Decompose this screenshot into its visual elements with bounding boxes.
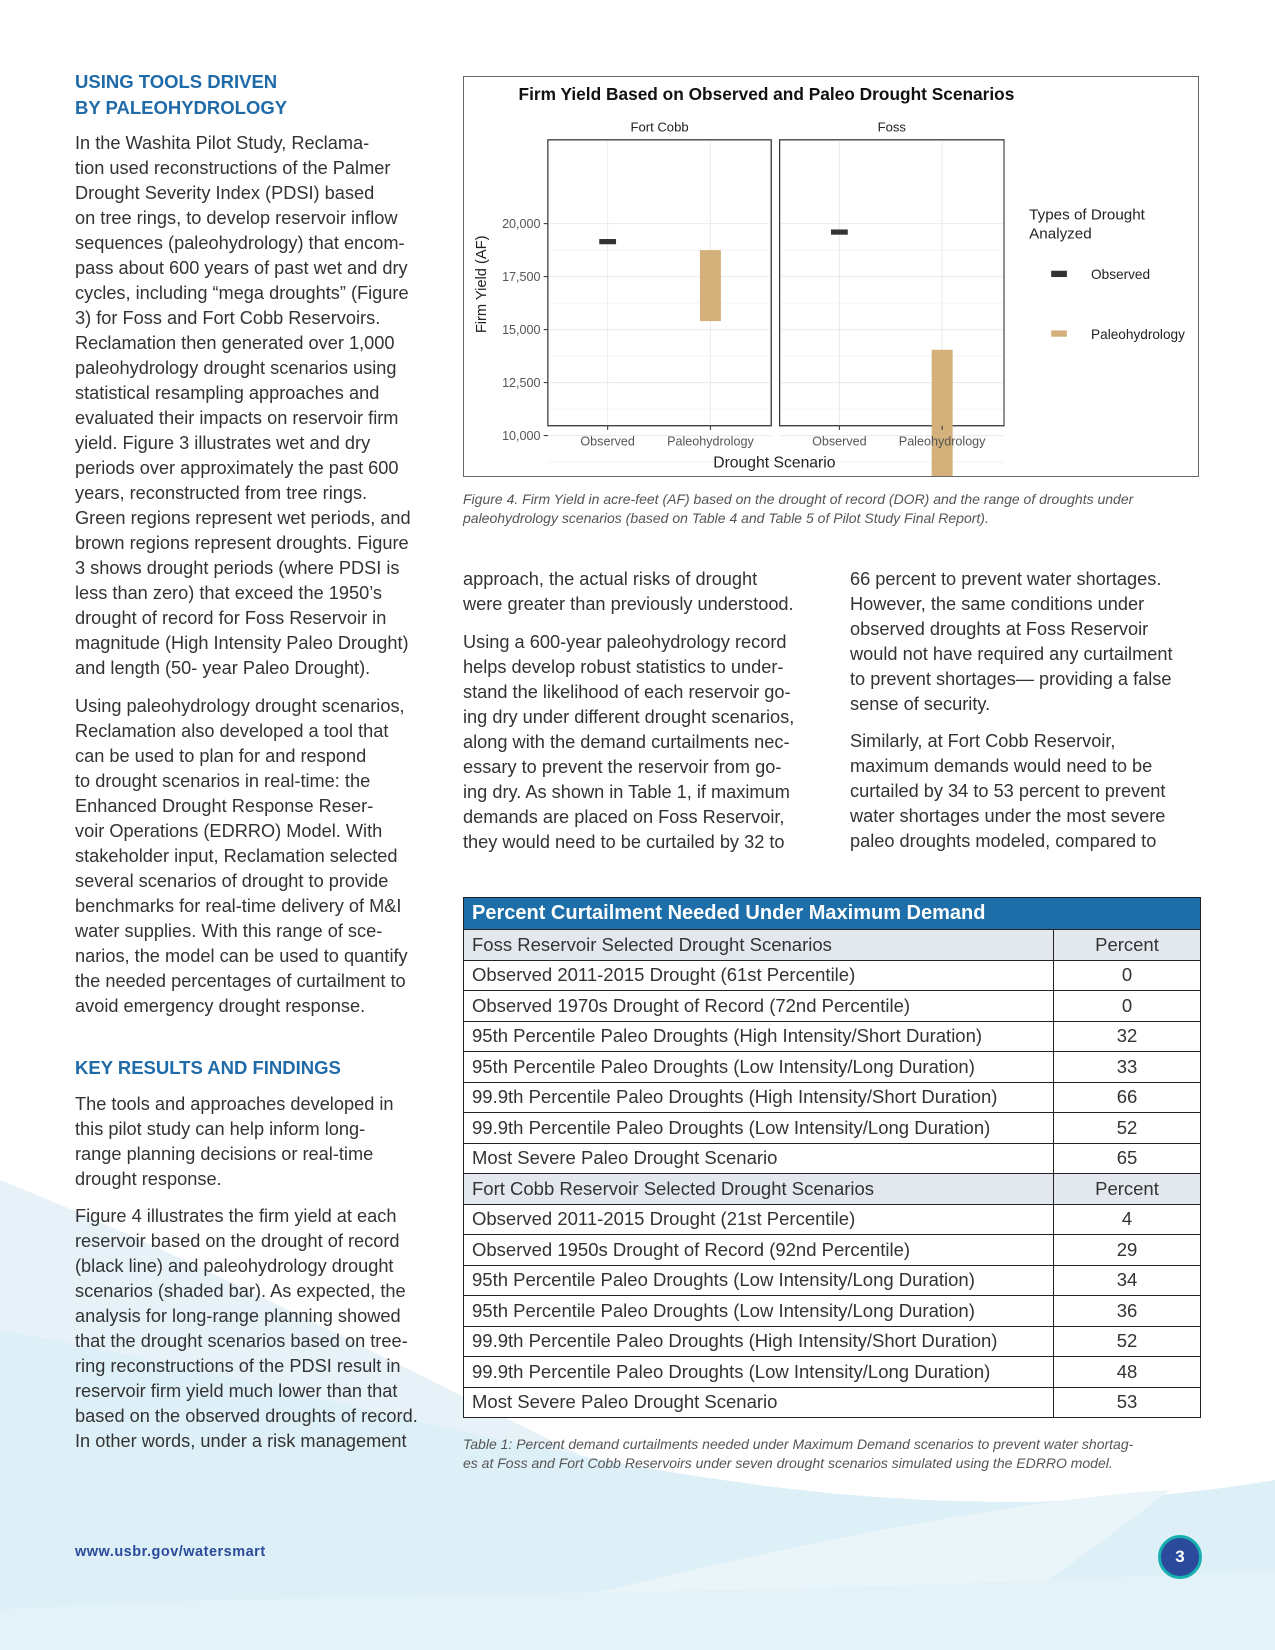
y-tick-label: 20,000: [502, 216, 541, 231]
text-line: However, the same conditions under: [850, 594, 1145, 614]
text-line: reservoir firm yield much lower than that: [75, 1381, 398, 1401]
y-tick-label: 17,500: [502, 269, 541, 284]
text-line: statistical resampling approaches and: [75, 383, 380, 403]
text-line: drought response.: [75, 1169, 222, 1189]
text-line: voir Operations (EDRRO) Model. With: [75, 821, 383, 841]
text-line: ring reconstructions of the PDSI result in: [75, 1356, 401, 1376]
table-row: [464, 1357, 1201, 1388]
section-title: Foss Reservoir Selected Drought Scenarios: [464, 930, 1054, 961]
text-line: cycles, including “mega droughts” (Figure: [75, 283, 409, 303]
percent-cell: 66: [1054, 1082, 1201, 1113]
text-line: approach, the actual risks of drought: [463, 569, 758, 589]
text-line: yield. Figure 3 illustrates wet and dry: [75, 433, 371, 453]
x-tick-label: Paleohydrology: [898, 434, 986, 449]
text-line: would not have required any curtailment: [850, 644, 1173, 664]
text-line: (black line) and paleohydrology drought: [75, 1256, 394, 1276]
text-line: Using a 600-year paleohydrology record: [463, 632, 787, 652]
legend-title: Analyzed: [1029, 225, 1092, 243]
table-row: [464, 1296, 1201, 1327]
table-title-row: [464, 898, 1201, 930]
table-row: [464, 960, 1201, 991]
text-line: to drought scenarios in real-time: the: [75, 771, 371, 791]
text-line: along with the demand curtailments nec-: [463, 732, 790, 752]
text-line: can be used to plan for and respond: [75, 746, 367, 766]
y-tick-label: 15,000: [502, 322, 541, 337]
caption-line: Figure 4. Firm Yield in acre-feet (AF) based on the drought of record (DOR) and the range of droughts under: [463, 491, 1134, 507]
text-line: several scenarios of drought to provide: [75, 871, 389, 891]
legend-label: Observed: [1091, 267, 1151, 283]
table-row: [464, 1113, 1201, 1144]
percent-cell: 48: [1054, 1357, 1201, 1388]
table-row: [464, 1143, 1201, 1174]
scenario-cell: Observed 1970s Drought of Record (72nd Percentile): [464, 991, 1054, 1022]
percent-header: Percent: [1054, 930, 1201, 961]
left-paragraph-1: [75, 131, 411, 681]
text-line: curtailed by 34 to 53 percent to prevent: [850, 781, 1166, 801]
percent-cell: 36: [1054, 1296, 1201, 1327]
section-heading-key-results: KEY RESULTS AND FINDINGS: [75, 1057, 341, 1078]
text-line: avoid emergency drought response.: [75, 996, 366, 1016]
text-line: pass about 600 years of past wet and dry: [75, 258, 408, 278]
legend-key: [1051, 330, 1067, 336]
table-row: [464, 1387, 1201, 1418]
text-line: The tools and approaches developed in: [75, 1094, 394, 1114]
text-line: were greater than previously understood.: [463, 594, 794, 614]
text-line: based on the observed droughts of record.: [75, 1406, 418, 1426]
scenario-cell: 99.9th Percentile Paleo Droughts (High Intensity/Short Duration): [464, 1082, 1054, 1113]
text-line: Reclamation also developed a tool that: [75, 721, 389, 741]
text-line: Reclamation then generated over 1,000: [75, 333, 395, 353]
text-line: Green regions represent wet periods, and: [75, 508, 411, 528]
text-line: Using paleohydrology drought scenarios,: [75, 696, 405, 716]
text-line: drought of record for Foss Reservoir in: [75, 608, 387, 628]
text-line: this pilot study can help inform long-: [75, 1119, 366, 1139]
text-line: tion used reconstructions of the Palmer: [75, 158, 391, 178]
scenario-cell: Observed 2011-2015 Drought (21st Percentile): [464, 1204, 1054, 1235]
table-section-header: [464, 930, 1201, 961]
scenario-cell: 99.9th Percentile Paleo Droughts (Low Intensity/Long Duration): [464, 1113, 1054, 1144]
heading-line: BY PALEOHYDROLOGY: [75, 97, 288, 118]
percent-cell: 29: [1054, 1235, 1201, 1266]
chart-svg: [464, 77, 1198, 476]
text-line: evaluated their impacts on reservoir firm: [75, 408, 399, 428]
left-paragraph-2: [75, 694, 408, 1019]
table-row: [464, 1326, 1201, 1357]
scenario-cell: Observed 2011-2015 Drought (61st Percentile): [464, 960, 1054, 991]
text-line: on tree rings, to develop reservoir inflow: [75, 208, 398, 228]
text-line: sense of security.: [850, 694, 991, 714]
text-line: that the drought scenarios based on tree-: [75, 1331, 408, 1351]
paleohydrology-bar: [700, 250, 721, 321]
percent-cell: 32: [1054, 1021, 1201, 1052]
text-line: Similarly, at Fort Cobb Reservoir,: [850, 731, 1116, 751]
page-number-badge: 3: [1158, 1535, 1202, 1579]
percent-cell: 4: [1054, 1204, 1201, 1235]
text-line: periods over approximately the past 600: [75, 458, 399, 478]
text-line: Figure 4 illustrates the firm yield at each: [75, 1206, 397, 1226]
text-line: benchmarks for real-time delivery of M&I: [75, 896, 402, 916]
x-tick-label: Paleohydrology: [667, 434, 754, 449]
text-line: range planning decisions or real-time: [75, 1144, 374, 1164]
percent-cell: 52: [1054, 1326, 1201, 1357]
text-line: In the Washita Pilot Study, Reclama-: [75, 133, 370, 153]
x-axis-label: Drought Scenario: [713, 454, 836, 472]
text-line: analysis for long-range planning showed: [75, 1306, 401, 1326]
scenario-cell: 95th Percentile Paleo Droughts (Low Intensity/Long Duration): [464, 1052, 1054, 1083]
text-line: magnitude (High Intensity Paleo Drought): [75, 633, 409, 653]
firm-yield-chart: [463, 76, 1199, 477]
table-section-header: [464, 1174, 1201, 1205]
percent-cell: 34: [1054, 1265, 1201, 1296]
legend-title: Types of Drought: [1029, 206, 1145, 224]
text-line: reservoir based on the drought of record: [75, 1231, 400, 1251]
legend-label: Paleohydrology: [1091, 326, 1185, 342]
text-line: Enhanced Drought Response Reser-: [75, 796, 374, 816]
chart-title: Firm Yield Based on Observed and Paleo Drought Scenarios: [518, 84, 1015, 105]
section-heading-paleohydrology: [75, 69, 287, 121]
x-tick-label: Observed: [580, 434, 635, 449]
curtailment-table: [463, 897, 1201, 1418]
percent-header: Percent: [1054, 1174, 1201, 1205]
table-row: [464, 1082, 1201, 1113]
text-line: brown regions represent droughts. Figure: [75, 533, 409, 553]
table-row: [464, 1021, 1201, 1052]
text-line: the needed percentages of curtailment to: [75, 971, 406, 991]
text-line: demands are placed on Foss Reservoir,: [463, 807, 785, 827]
percent-cell: 65: [1054, 1143, 1201, 1174]
scenario-cell: Most Severe Paleo Drought Scenario: [464, 1143, 1054, 1174]
right-paragraph-2: [850, 729, 1165, 854]
text-line: paleohydrology drought scenarios using: [75, 358, 397, 378]
text-line: In other words, under a risk management: [75, 1431, 407, 1451]
text-line: scenarios (shaded bar). As expected, the: [75, 1281, 406, 1301]
paleohydrology-bar: [932, 350, 953, 476]
middle-paragraph-1: [463, 567, 794, 617]
text-line: Drought Severity Index (PDSI) based: [75, 183, 375, 203]
text-line: stakeholder input, Reclamation selected: [75, 846, 398, 866]
table-row: [464, 991, 1201, 1022]
text-line: stand the likelihood of each reservoir go-: [463, 682, 791, 702]
scenario-cell: Most Severe Paleo Drought Scenario: [464, 1387, 1054, 1418]
legend-key: [1051, 271, 1067, 277]
table-row: [464, 1235, 1201, 1266]
text-line: essary to prevent the reservoir from go-: [463, 757, 782, 777]
section-title: Fort Cobb Reservoir Selected Drought Scenarios: [464, 1174, 1054, 1205]
percent-cell: 33: [1054, 1052, 1201, 1083]
observed-mark: [599, 239, 616, 244]
text-line: maximum demands would need to be: [850, 756, 1153, 776]
text-line: they would need to be curtailed by 32 to: [463, 832, 785, 852]
caption-line: es at Foss and Fort Cobb Reservoirs under seven drought scenarios simulated using the EDRRO model.: [463, 1455, 1113, 1471]
percent-cell: 53: [1054, 1387, 1201, 1418]
scenario-cell: 95th Percentile Paleo Droughts (Low Intensity/Long Duration): [464, 1265, 1054, 1296]
text-line: paleo droughts modeled, compared to: [850, 831, 1157, 851]
left-paragraph-4: [75, 1204, 418, 1454]
percent-cell: 0: [1054, 991, 1201, 1022]
right-paragraph-1: [850, 567, 1173, 717]
heading-line: USING TOOLS DRIVEN: [75, 71, 278, 92]
y-tick-label: 10,000: [502, 428, 541, 443]
scenario-cell: 95th Percentile Paleo Droughts (Low Intensity/Long Duration): [464, 1296, 1054, 1327]
percent-cell: 52: [1054, 1113, 1201, 1144]
caption-line: paleohydrology scenarios (based on Table 4 and Table 5 of Pilot Study Final Report).: [463, 510, 989, 526]
text-line: water shortages under the most severe: [850, 806, 1166, 826]
text-line: ing dry. As shown in Table 1, if maximum: [463, 782, 790, 802]
text-line: and length (50- year Paleo Drought).: [75, 658, 371, 678]
table-row: [464, 1265, 1201, 1296]
caption-line: Table 1: Percent demand curtailments needed under Maximum Demand scenarios to prevent water shortag-: [463, 1436, 1134, 1452]
figure-caption: [463, 490, 1133, 528]
middle-paragraph-2: [463, 630, 794, 855]
y-tick-label: 12,500: [502, 375, 541, 390]
facet-label: Fort Cobb: [630, 119, 689, 135]
text-line: less than zero) that exceed the 1950’s: [75, 583, 383, 603]
y-axis-label: Firm Yield (AF): [474, 235, 491, 334]
text-line: 3) for Foss and Fort Cobb Reservoirs.: [75, 308, 381, 328]
text-line: helps develop robust statistics to under-: [463, 657, 784, 677]
scenario-cell: 95th Percentile Paleo Droughts (High Intensity/Short Duration): [464, 1021, 1054, 1052]
text-line: sequences (paleohydrology) that encom-: [75, 233, 405, 253]
table-row: [464, 1204, 1201, 1235]
text-line: observed droughts at Foss Reservoir: [850, 619, 1149, 639]
percent-cell: 0: [1054, 960, 1201, 991]
text-line: 3 shows drought periods (where PDSI is: [75, 558, 400, 578]
text-line: 66 percent to prevent water shortages.: [850, 569, 1162, 589]
text-line: to prevent shortages— providing a false: [850, 669, 1172, 689]
table-title: Percent Curtailment Needed Under Maximum Demand: [464, 898, 1201, 930]
left-paragraph-3: [75, 1092, 394, 1192]
text-line: years, reconstructed from tree rings.: [75, 483, 368, 503]
scenario-cell: 99.9th Percentile Paleo Droughts (High Intensity/Short Duration): [464, 1326, 1054, 1357]
scenario-cell: 99.9th Percentile Paleo Droughts (Low Intensity/Long Duration): [464, 1357, 1054, 1388]
table-row: [464, 1052, 1201, 1083]
text-line: narios, the model can be used to quantify: [75, 946, 408, 966]
text-line: water supplies. With this range of sce-: [75, 921, 383, 941]
text-line: ing dry under different drought scenarios,: [463, 707, 795, 727]
facet-label: Foss: [877, 119, 906, 135]
scenario-cell: Observed 1950s Drought of Record (92nd Percentile): [464, 1235, 1054, 1266]
observed-mark: [831, 229, 848, 234]
table-caption: [463, 1435, 1133, 1473]
website-link[interactable]: www.usbr.gov/watersmart: [75, 1544, 266, 1560]
x-tick-label: Observed: [812, 434, 867, 449]
